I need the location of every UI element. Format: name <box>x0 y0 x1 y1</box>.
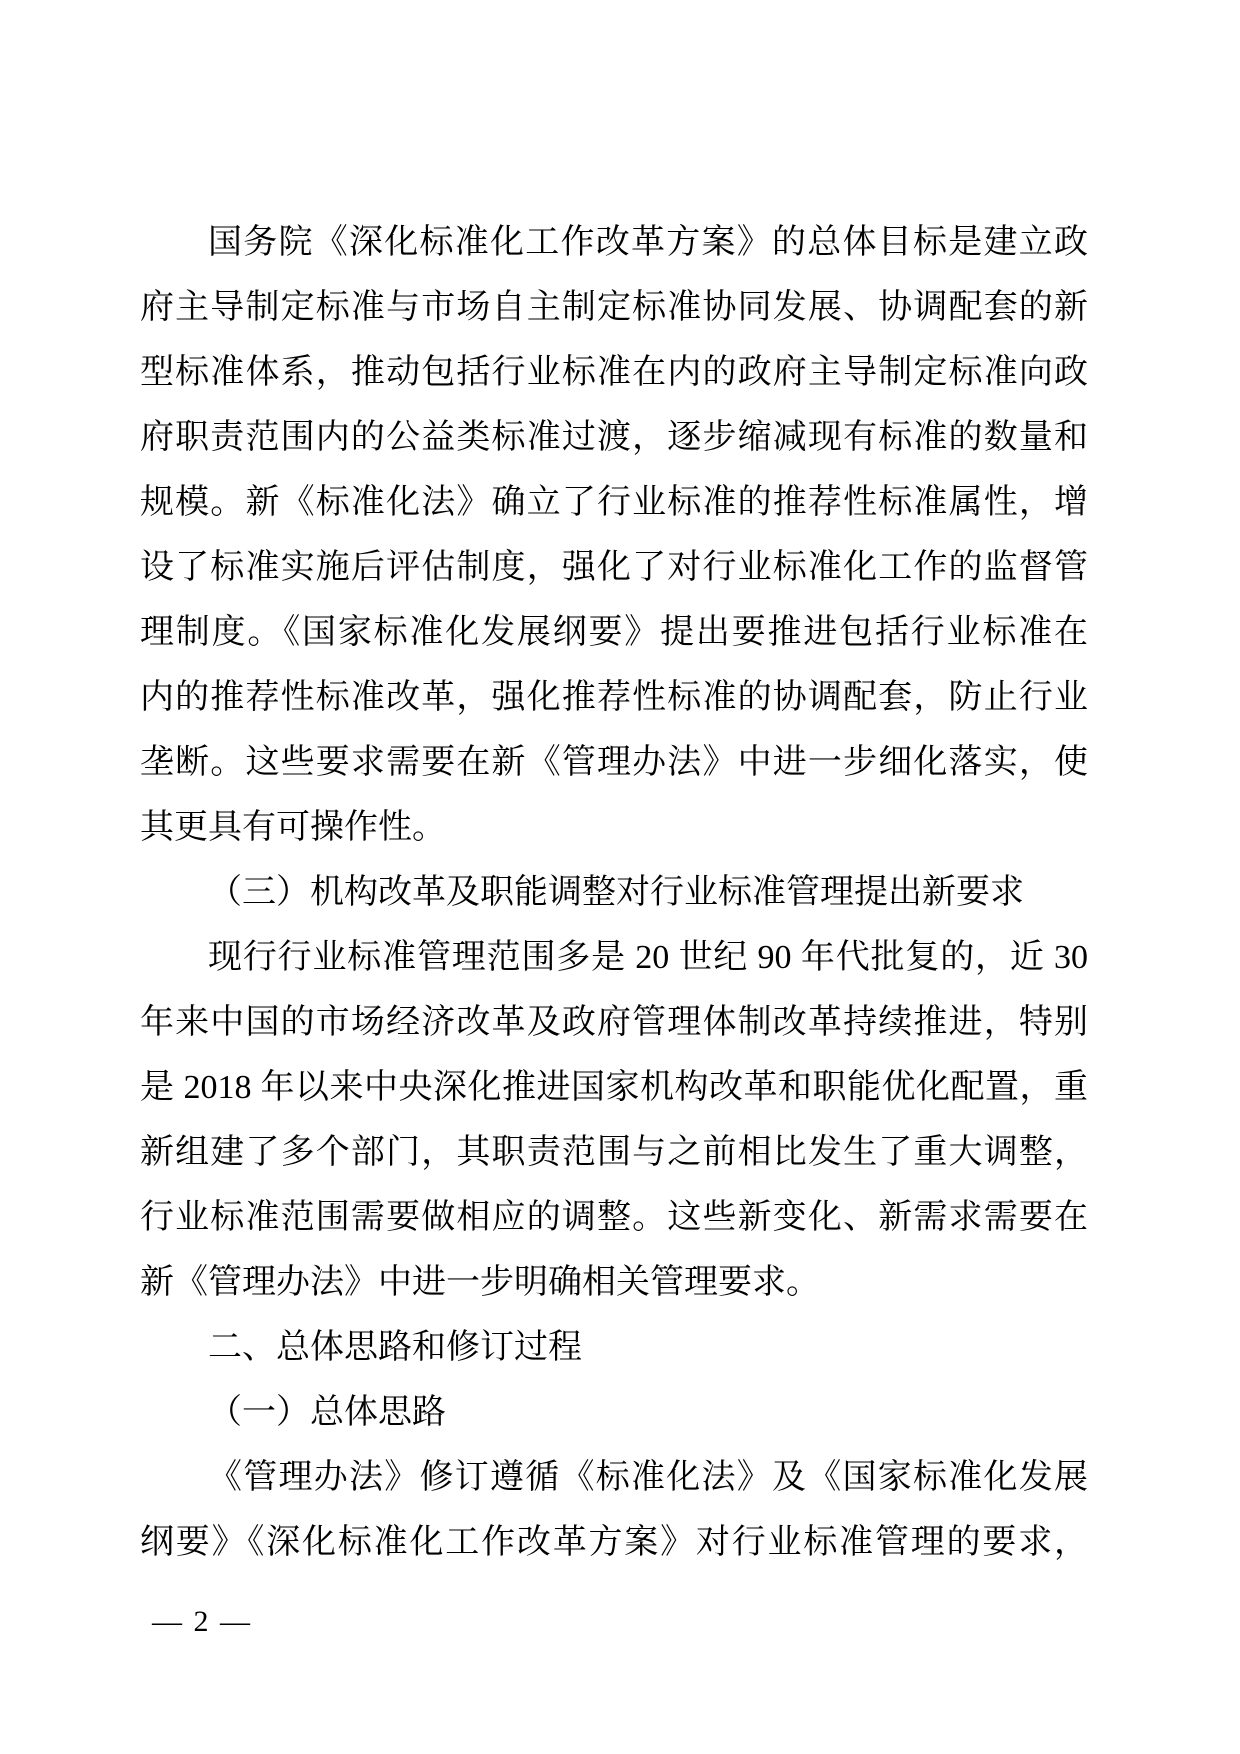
body-text-line: 《管理办法》修订遵循《标准化法》及《国家标准化发展 <box>208 1459 1088 1496</box>
body-text-line: 新组建了多个部门，其职责范围与之前相比发生了重大调整， <box>140 1134 1088 1171</box>
body-text-line: 其更具有可操作性。 <box>140 809 446 846</box>
body-text-line: 内的推荐性标准改革，强化推荐性标准的协调配套，防止行业 <box>140 679 1088 716</box>
body-text-line: 型标准体系，推动包括行业标准在内的政府主导制定标准向政 <box>140 354 1088 391</box>
body-text-line: 国务院《深化标准化工作改革方案》的总体目标是建立政 <box>208 224 1088 261</box>
body-text-line: 垄断。这些要求需要在新《管理办法》中进一步细化落实，使 <box>140 744 1088 781</box>
page-number: — 2 — <box>152 1605 252 1638</box>
body-text-line: 是 2018 年以来中央深化推进国家机构改革和职能优化配置，重 <box>140 1069 1088 1106</box>
body-text-line: 府主导制定标准与市场自主制定标准协同发展、协调配套的新 <box>140 289 1088 326</box>
body-text-line: 设了标准实施后评估制度，强化了对行业标准化工作的监督管 <box>140 549 1088 586</box>
subsection-heading: （一）总体思路 <box>208 1394 446 1431</box>
body-text-line: 行业标准范围需要做相应的调整。这些新变化、新需求需要在 <box>140 1199 1088 1236</box>
document-body <box>140 210 1088 1575</box>
body-text-line: 现行行业标准管理范围多是 20 世纪 90 年代批复的，近 30 <box>208 939 1088 976</box>
body-text-line: 纲要》《深化标准化工作改革方案》对行业标准管理的要求， <box>140 1524 1088 1561</box>
body-text-line: 年来中国的市场经济改革及政府管理体制改革持续推进，特别 <box>140 1004 1088 1041</box>
body-text-line: 规模。新《标准化法》确立了行业标准的推荐性标准属性，增 <box>140 484 1088 521</box>
section-heading: 二、总体思路和修订过程 <box>208 1329 582 1366</box>
body-text-line: 新《管理办法》中进一步明确相关管理要求。 <box>140 1264 820 1301</box>
body-text-line: 理制度。《国家标准化发展纲要》提出要推进包括行业标准在 <box>140 614 1088 651</box>
body-text-line: 府职责范围内的公益类标准过渡，逐步缩减现有标准的数量和 <box>140 419 1088 456</box>
subsection-heading: （三）机构改革及职能调整对行业标准管理提出新要求 <box>208 874 1024 911</box>
